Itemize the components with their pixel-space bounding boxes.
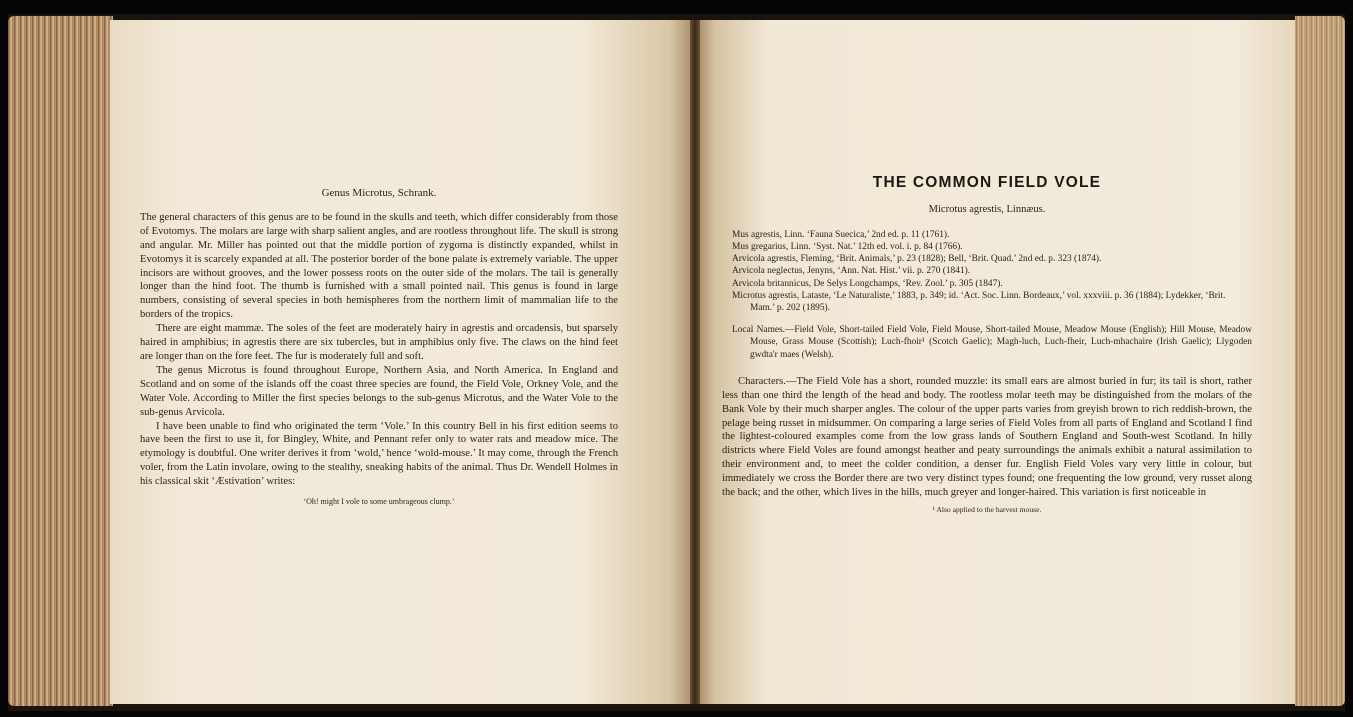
page-edges-left	[8, 16, 113, 706]
synonym-item: Arvicola britannicus, De Selys Longchamps, ‘Rev. Zool.’ p. 305 (1847).	[732, 278, 1003, 289]
page-edges-right	[1295, 16, 1345, 706]
paragraph: The genus Microtus is found throughout Europe, Northern Asia, and North America. In England and Scotland and on some of the islands off the coast three species are found, the Field Vole, Orkney Vole, and the Water Vole. According to Miller the first species belongs to the sub-genus Microtus, and the Water Vole to the sub-genus Arvicola.	[140, 364, 618, 418]
page-title: THE COMMON FIELD VOLE	[872, 174, 1102, 191]
synonym-item: Mus agrestis, Linn. ‘Fauna Suecica,’ 2nd ed. p. 11 (1761).	[732, 229, 950, 240]
characters-paragraph: Characters.—The Field Vole has a short, rounded muzzle: its small ears are almost buried in fur; its tail is short, rather less than one third the length of the head and body. The rootless molar teeth may be distinguished from the molars of the Bank Vole by their much sharper angles. The colour of the upper parts varies from greyish brown to rich reddish-brown, the pelage being russet in midsummer. On comparing a large series of Field Voles from all parts of England and Scotland I find the lightest-coloured examples come from the low grass lands of Southern England and South-west Scotland. In hilly districts where Field Voles are found amongst heather and peaty surroundings the animals exhibit a natural assimilation to their environment and, to meet the colder condition, a denser fur. English Field Voles vary very little in colour, but immediately we cross the Border there are two very distinct types found; one frequenting the low ground, very russet along the back; and the other, which lives in the hills, much greyer and longer-haired. This variation is first noticeable in	[722, 375, 1252, 499]
synonym-item: Mus gregarius, Linn. ‘Syst. Nat.’ 12th ed. vol. i. p. 84 (1766).	[732, 242, 963, 253]
right-page-text	[722, 176, 1252, 517]
left-page-text	[140, 187, 618, 509]
footnote: ¹ Also applied to the harvest mouse.	[932, 505, 1042, 514]
local-names: Local Names.—Field Vole, Short-tailed Field Vole, Field Mouse, Short-tailed Mouse, Meadow Mouse (English); Hill Mouse, Meadow Mouse, Grass Mouse (Scottish); Luch-fhoir¹ (Scotch Gaelic); Magh-luch, Luch-fheir, Luch-mhachaire (Irish Gaelic); Llygoden gwdta'r maes (Welsh).	[732, 325, 1252, 360]
genus-heading: Genus Microtus, Schrank.	[321, 187, 437, 199]
species-subtitle: Microtus agrestis, Linnæus.	[928, 203, 1046, 215]
paragraph: There are eight mammæ. The soles of the feet are moderately hairy in agrestis and orcadensis, but sparsely haired in amphibius; in agrestis there are six tubercles, but in amphibius only five. The claws on the hind feet are longer than on the fore feet. The fur is moderately full and soft.	[140, 323, 618, 362]
book-gutter	[690, 20, 700, 704]
synonym-item: Arvicola neglectus, Jenyns, ‘Ann. Nat. Hist.’ vii. p. 270 (1841).	[732, 266, 971, 277]
paragraph: The general characters of this genus are to be found in the skulls and teeth, which differ considerably from those of Evotomys. The molars are large with sharp salient angles, and are rootless throughout life. The skull is strong and angular. Mr. Miller has pointed out that the middle portion of zygoma is distinctly expanded, whilst in Evotomys it is scarcely expanded at all. The posterior border of the bone palate is extremely variable. The upper incisors are without grooves, and the lower possess roots on the outer side of the molars. The tail is generally longer than the hind foot. The thumb is furnished with a small pointed nail. This genus is found in large numbers, consisting of several species in both hemispheres from the northern limit of mammalian life to the borders of the tropics.	[140, 211, 618, 321]
synonym-item: Arvicola agrestis, Fleming, ‘Brit. Animals,’ p. 23 (1828); Bell, ‘Brit. Quad.’ 2nd ed. p. 323 (1874).	[732, 254, 1102, 265]
synonym-item: Microtus agrestis, Lataste, ‘Le Naturaliste,’ 1883, p. 349; id. ‘Act. Soc. Linn. Bordeaux,’ vol. xxxviii. p. 36 (1884); Lydekker, ‘Brit. Mam.’ p. 202 (1895).	[732, 290, 1226, 314]
synonym-list	[722, 229, 1252, 314]
quote: ‘Oh! might I vole to some umbrageous clump.’	[303, 497, 455, 507]
paragraph: I have been unable to find who originated the term ‘Vole.’ In this country Bell in his first edition seems to have been the first to use it, for Bingley, White, and Pennant refer only to water rats and meadow mice. The etymology is doubtful. One writer derives it from ‘wold,’ hence ‘wold-mouse.’ It may come, through the French voler, from the Latin involare, owing to the stealthy, sneaking habits of the animal. Thus Dr. Wendell Holmes in his classical skit ‘Æstivation’ writes:	[140, 420, 618, 488]
